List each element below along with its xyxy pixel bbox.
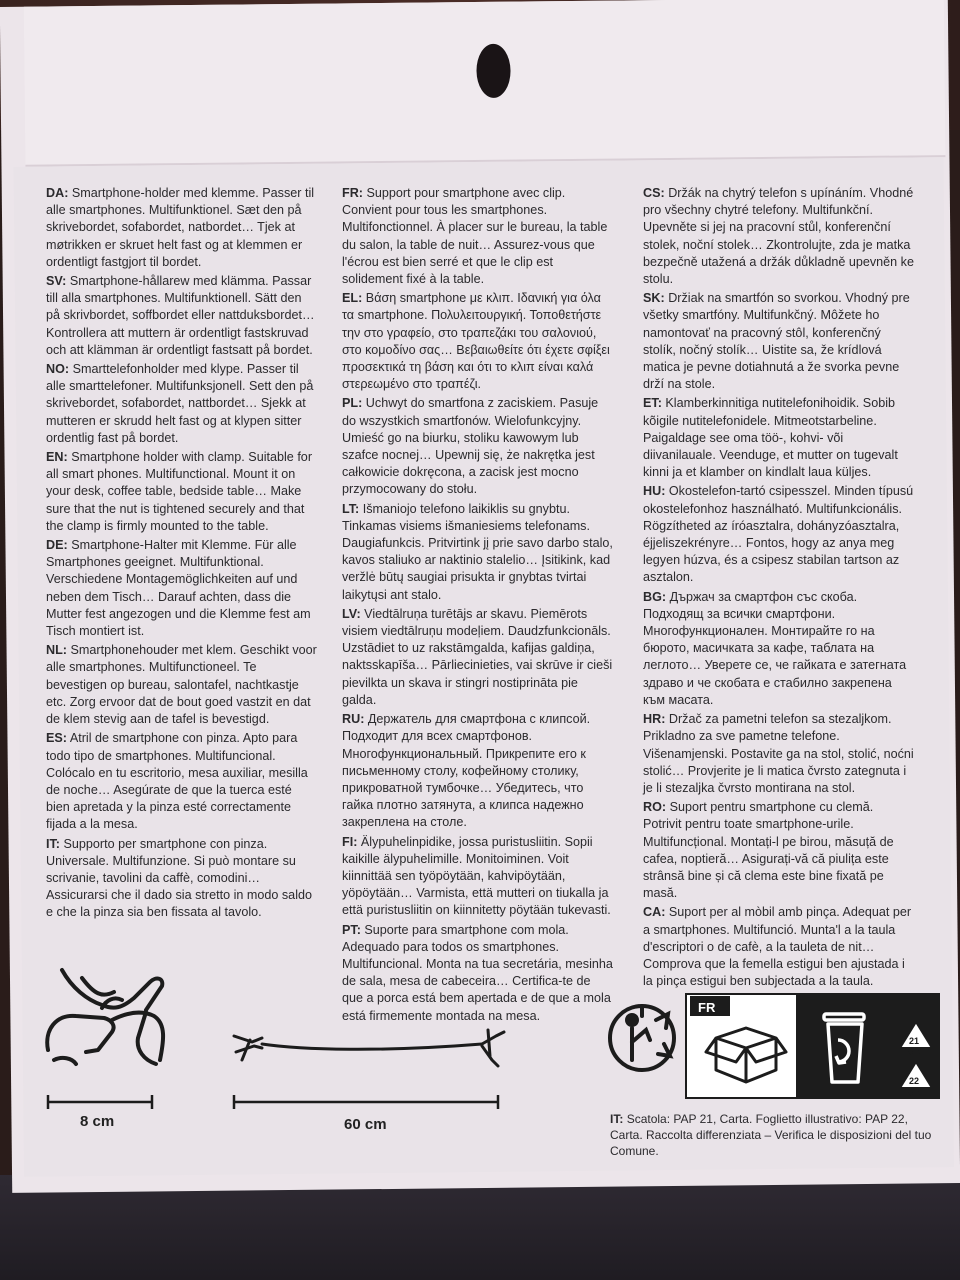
hang-hole: [476, 44, 511, 98]
instruction-fr: FR: Support pour smartphone avec clip. Convient pour tous les smartphones. Multifonctionnel. À placer sur le bureau, la table du salon, la table de nuit… Assurez-vous que l'écrou est bien serré et que le clip est solidement fixé à la table.: [342, 186, 608, 287]
instruction-hu: HU: Okostelefon-tartó csipesszel. Minden típusú okostelefonhoz használható. Multifunkcionális. Rögzítheted az íróasztalra, dohányzóasztalra, éjjeliszekrényre… Fontos, hogy az anya meg legyen húzva, és a csipesz stabilan tartson az asztalon.: [643, 484, 914, 585]
instruction-nl: NL: Smartphonehouder met klem. Geschikt voor alle smartphones. Multifunctioneel. Te bevestigen op bureau, salontafel, nachtkastje etc. Zorg ervoor dat de bout goed vastzit en dat de klem stevig aan de tafel is bevestigd.: [46, 643, 317, 727]
instruction-no: NO: Smarttelefonholder med klype. Passer til alle smarttelefoner. Multifunksjonell. Sett den på skrivebordet, sofabordet, nattbordet… Sjekk at mutteren er skrudd helt fast og at klypen sitter ordentlig fast på bordet.: [46, 362, 314, 445]
instruction-ro: RO: Suport pentru smartphone cu clemă. Potrivit pentru toate smartphone-urile. Multifuncțional. Montați-l pe birou, măsuță de cafea, noptieră… Asigurați-vă că piulița este strânsă bine și că clema este bine fixată pe masă.: [643, 800, 894, 901]
cable-clamp-icon: [234, 1030, 504, 1066]
instruction-ru: RU: Держатель для смартфона с клипсой. Подходит для всех смартфонов. Многофункциональный. Прикрепите его к письменному столу, кофейному столику, прикроватной тумбочке… Убедитесь, что гайка плотно затянута, а клипса надежно закреплена на столе.: [342, 712, 591, 830]
cable-length-label: 60 cm: [344, 1116, 387, 1133]
instruction-pl: PL: Uchwyt do smartfona z zaciskiem. Pasuje do wszystkich smartfonów. Wielofunkcyjny. Umieść go na biurku, stoliku kawowym lub szafce nocnej… Upewnij się, że nakrętka jest całkowicie dokręcona, a zacisk jest mocno przymocowany do stołu.: [342, 396, 599, 497]
pap-22-recycle-icon: [900, 1062, 932, 1099]
recycling-info: [606, 990, 940, 1100]
svg-text:PAP: PAP: [905, 1090, 921, 1099]
hanging-flap: [24, 0, 946, 167]
pap-codes: [896, 1020, 936, 1100]
instruction-el: EL: Βάση smartphone με κλιπ. Ιδανική για όλα τα smartphone. Πολυλειτουργική. Τοποθετήστε την στο γραφείο, στο τραπεζάκι του σαλονιού, στο κομοδίνο σας… Βεβαιωθείτε ότι έχετε σφίξει προσεκτικά τη βάση και ότι το κλιπ είναι καλά στερεωμένο στο τραπέζι.: [342, 291, 610, 392]
svg-text:21: 21: [909, 1036, 920, 1046]
recycling-graphics: [606, 990, 940, 1100]
instruction-da: DA: Smartphone-holder med klemme. Passer til alle smartphones. Multifunktionel. Sæt den på skrivebordet, sofabordet, natbordet… Tjek at møtrikken er skruet helt fast og at klemmen er ordentligt fastgjort til bordet.: [46, 186, 315, 269]
clamp-icon: [47, 970, 163, 1064]
instruction-et: ET: Klamberkinnitiga nutitelefonihoidik. Sobib kõigile nutitelefonidele. Mitmeotstarbeline. Paigaldage see oma töö-, kohvi- või diivanilauale. Veenduge, et mutter on tugevalt kinni ja et klamber on kindlalt laua küljes.: [643, 396, 898, 480]
instructions-column-1: [46, 185, 318, 924]
instruction-it: IT: Supporto per smartphone con pinza. Universale. Multifunzione. Si può montare su scrivanie, tavolini da caffè, comodini… Assicurarsi che il dado sia stretto in modo saldo e che la pinza sia ben fissata al tavolo.: [46, 836, 312, 920]
country-badge-label: FR: [698, 1000, 716, 1015]
italian-recycling-note: IT: Scatola: PAP 21, Carta. Foglietto illustrativo: PAP 22, Carta. Raccolta differenziata – Verifica le disposizioni del tuo Comune.: [610, 1112, 932, 1158]
instruction-de: DE: Smartphone-Halter mit Klemme. Für alle Smartphones geeignet. Multifunktional. Verschiedene Montagemöglichkeiten auf und neben dem Tisch… Darauf achten, dass die Mutter fest angezogen und die Klemme fest am Tisch montiert ist.: [46, 538, 311, 639]
instruction-en: EN: Smartphone holder with clamp. Suitable for all smart phones. Multifunctional. Mount it on your desk, coffee table, bedside table… Make sure that the nut is tightened securely and that the clamp is firmly mounted to the table.: [46, 450, 313, 533]
instruction-ca: CA: Suport per al mòbil amb pinça. Adequat per a smartphones. Multifunció. Munta'l a la taula d'escriptori o de cafè, a la tauleta de nit… Comprova que la femella estigui ben ajustada i la pinça estigui ben subjectada a la taula.: [643, 905, 912, 989]
instruction-pt: PT: Suporte para smartphone com mola. Adequado para todos os smartphones. Multifuncional. Monta na tua secretária, mesinha de sala, mesa de cabeceira… Certifica-te de que a porca está bem apertada e de que a mola está firmemente montada na mesa.: [342, 922, 613, 1023]
instruction-es: ES: Atril de smartphone con pinza. Apto para todo tipo de smartphones. Multifuncional. Colócalo en tu escritorio, mesa auxiliar, mesilla de noche… Asegúrate de que la tuerca esté bien apretada y la pinza esté correctamente fijada a la mesa.: [46, 731, 308, 832]
instruction-cs: CS: Držák na chytrý telefon s upínáním. Vhodné pro všechny chytré telefony. Multifunkční. Upevněte si jej na pracovní stůl, konferenční stolek, noční stolek… Zkontrolujte, zda je matka bezpečně utažená a držák důkladně upevněn ke stolu.: [643, 186, 914, 287]
instruction-fi: FI: Älypuhelinpidike, jossa puristusliitin. Sopii kaikille älypuhelimille. Monitoiminen. Voit kiinnittää sen työpöytään, kahvipöytään, yöpöytään… Varmista, että mutteri on tiukalla ja että puristusliitin on kiinnitetty pöytään tukevasti.: [342, 834, 611, 918]
clamp-size-label: 8 cm: [80, 1113, 115, 1130]
instruction-sv: SV: Smartphone-hållarew med klämma. Passar till alla smartphones. Multifunktionell. Sätt den på skrivbordet, soffbordet eller nattduksbordet… Kontrollera att muttern är ordentligt fastskruvad och att klämman är ordentligt fastsatt på bordet.: [46, 274, 315, 357]
instruction-lt: LT: Išmaniojo telefono laikiklis su gnybtu. Tinkamas visiems išmaniesiems telefonams. Daugiafunkcis. Pritvirtink jį prie savo darbo stalo, kavos staliuko ar naktinio stalelio… Įsitikink, kad veržlė būtų saugiai prisukta ir gnybtas tvirtai laikytųsi ant stalo.: [342, 501, 613, 602]
product-pictograms: [42, 960, 542, 1150]
svg-text:22: 22: [909, 1076, 920, 1086]
svg-text:PAP: PAP: [905, 1049, 921, 1058]
instruction-bg: BG: Държач за смартфон със скоба. Подходящ за всички смартфони. Многофункционален. Монтирайте го на бюрото, масичката за кафе, таблата на леглото… Уверете се, че гайката е затегната здраво и че скобата е стабилно закрепена към масата.: [643, 589, 907, 707]
instruction-hr: HR: Držač za pametni telefon sa stezaljkom. Prikladno za sve pametne telefone. Višenamjenski. Postavite ga na stol, stolić, noćni stolić… Provjerite je li matica čvrsto zategnuta i je li stezaljka čvrsto montirana na stol.: [643, 712, 914, 795]
pap-21-recycle-icon: [900, 1022, 932, 1058]
instruction-sk: SK: Držiak na smartfón so svorkou. Vhodný pre všetky smartfóny. Multifunkčný. Môžete ho namontovať na pracovný stôl, konferenčný stolík, nočný stolík… Uistite sa, že krídlová matica je pevne dotiahnutá a že svorka pevne drží na stole.: [643, 291, 910, 392]
instructions-column-2: [342, 185, 614, 1027]
instructions-column-3: [643, 185, 915, 992]
instruction-lv: LV: Viedtālruņa turētājs ar skavu. Piemērots visiem viedtālruņu modeļiem. Daudzfunkcionāls. Uzstādiet to uz rakstāmgalda, kafijas galdiņa, naktsskapīša… Pārliecinieties, vai skrūve ir cieši pievilkta un skava ir stingri nostiprināta pie galda.: [342, 606, 613, 707]
triman-icon: [610, 1006, 674, 1070]
